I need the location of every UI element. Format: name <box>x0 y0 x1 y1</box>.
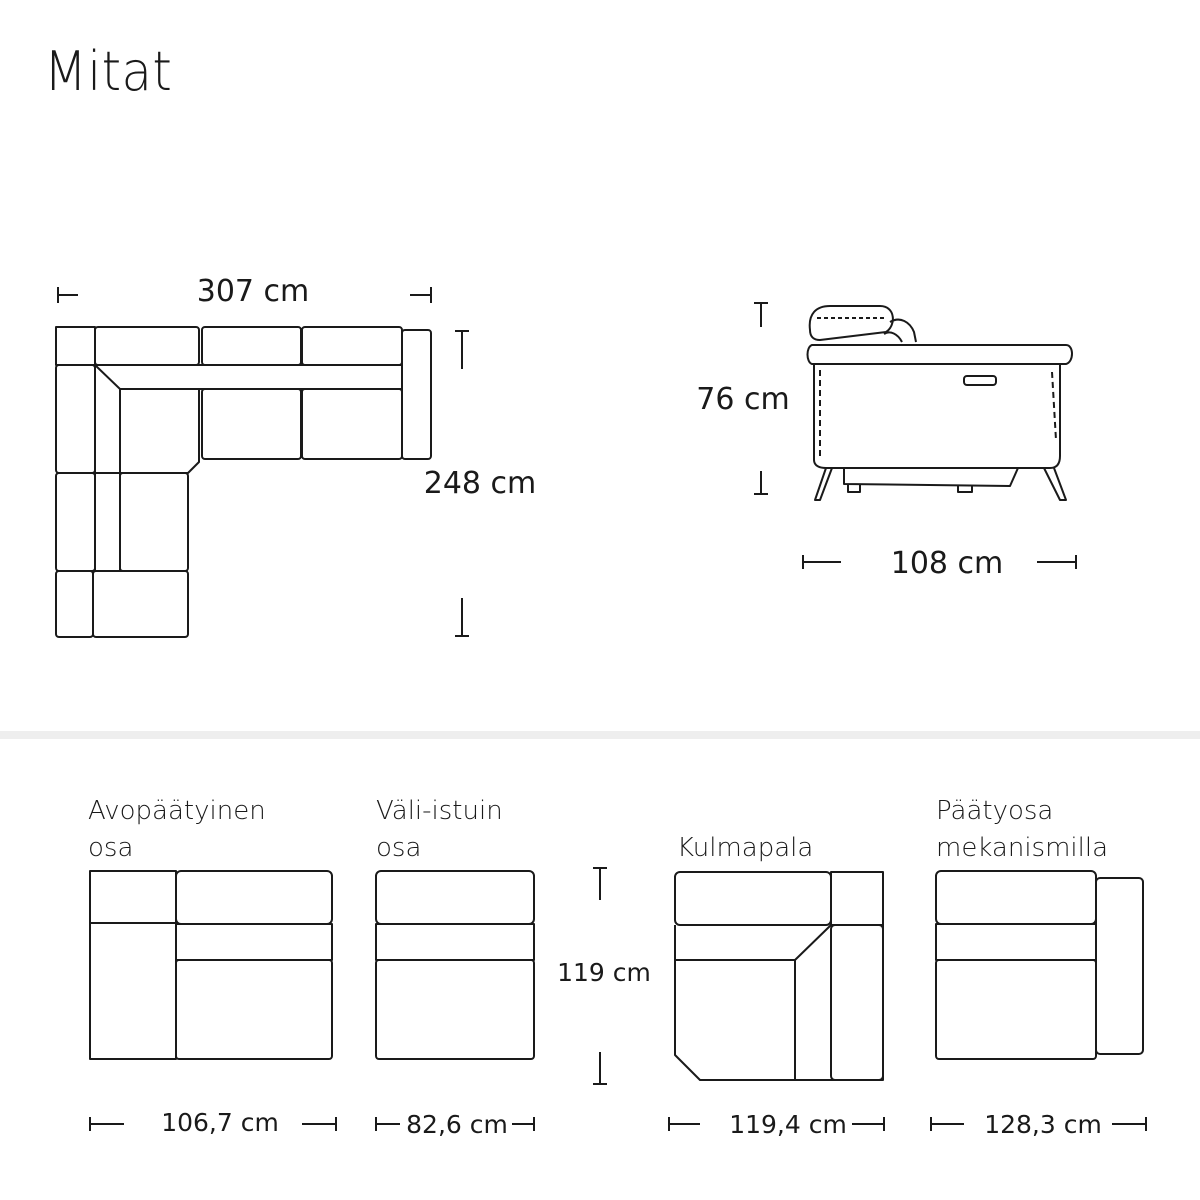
module-corner-drawing <box>669 872 884 1131</box>
overview-depth-label: 248 cm <box>423 466 537 501</box>
side-height-label: 76 cm <box>696 382 790 417</box>
sofa-plan-drawing <box>56 287 469 637</box>
module-middle-seat-width: 82,6 cm <box>406 1110 508 1139</box>
module-end-mechanism-drawing <box>931 871 1146 1131</box>
module-middle-seat-drawing <box>376 871 534 1131</box>
module-open-end-width: 106,7 cm <box>161 1108 279 1137</box>
module-title-middle-seat: Väli-istuin osa <box>376 796 503 863</box>
module-end-mechanism-width: 128,3 cm <box>984 1110 1102 1139</box>
side-view-drawing <box>754 303 1076 569</box>
module-title-corner: Kulmapala <box>677 833 814 863</box>
module-open-end-drawing <box>90 871 336 1131</box>
module-depth-label: 119 cm <box>557 958 651 987</box>
module-title-end-mechanism: Päätyosa mekanismilla <box>936 796 1109 863</box>
module-title-open-end: Avopäätyinen osa <box>88 796 266 863</box>
module-corner-width: 119,4 cm <box>729 1110 847 1139</box>
overview-width-label: 307 cm <box>196 274 310 309</box>
side-depth-label: 108 cm <box>890 546 1004 581</box>
page-title: Mitat <box>44 40 173 103</box>
